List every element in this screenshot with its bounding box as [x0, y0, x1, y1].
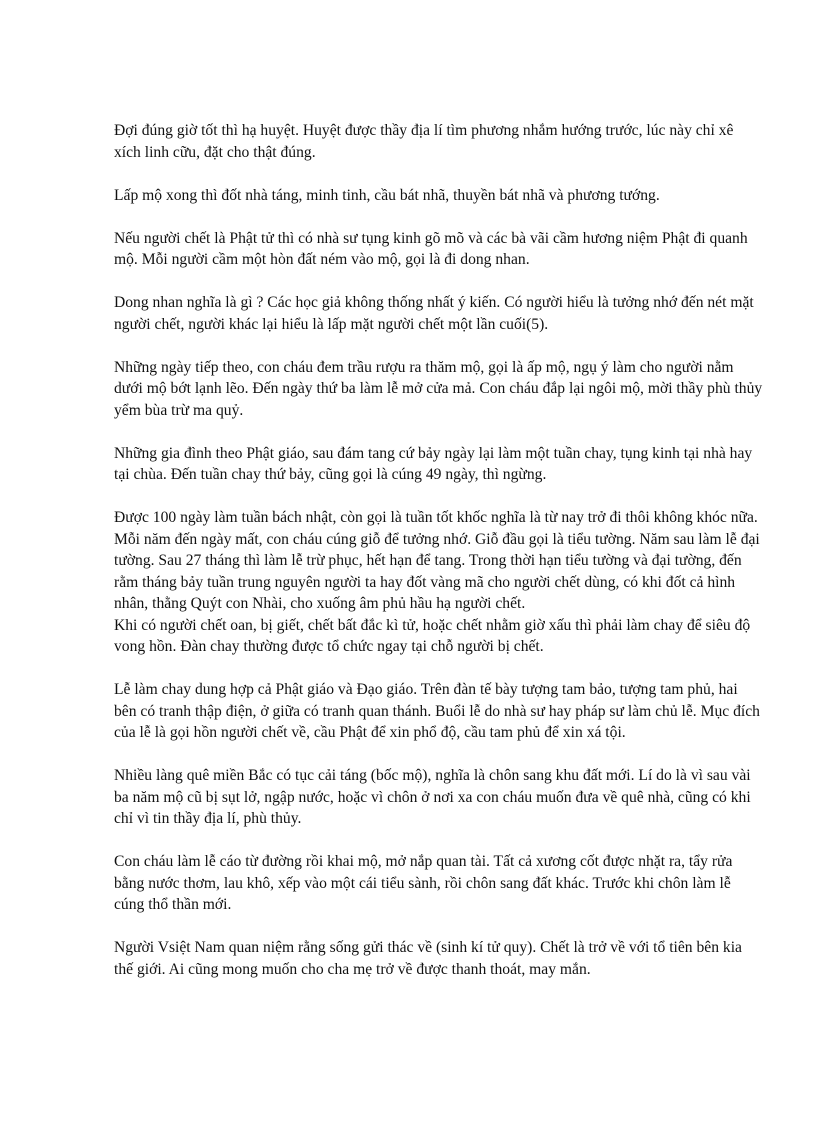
paragraph-7: Được 100 ngày làm tuần bách nhật, còn gọi là tuần tốt khốc nghĩa là từ nay trở đi thôi không khóc nữa. Mỗi năm đến ngày mất, con cháu cúng giỗ để tưởng nhớ. Giỗ đầu gọi là tiểu tường. Năm sau làm lễ đại tường. Sau 27 tháng thì làm lễ trừ phục, hết hạn để tang. Trong thời hạn tiểu tường và đại tường, đến rằm tháng bảy tuần trung nguyên người ta hay đốt vàng mã cho người chết dùng, có khi đốt cả hình nhân, thằng Quýt con Nhài, cho xuống âm phủ hầu hạ người chết. — [114, 509, 760, 612]
paragraph-2: Lấp mộ xong thì đốt nhà táng, minh tinh, cầu bát nhã, thuyền bát nhã và phương tướng. — [114, 186, 660, 204]
paragraph-10: Nhiều làng quê miền Bắc có tục cải táng (bốc mộ), nghĩa là chôn sang khu đất mới. Lí do là vì sau vài ba năm mộ cũ bị sụt lở, ngập nước, hoặc vì chôn ở nơi xa con cháu muốn đưa về quê nhà, cũng có khi chỉ vì tin thầy địa lí, phù thủy. — [114, 767, 751, 827]
paragraph-12: Người Vsiệt Nam quan niệm rằng sống gửi thác về (sinh kí tử quy). Chết là trở về với tổ tiên bên kia thế giới. Ai cũng mong muốn cho cha mẹ trở về được thanh thoát, may mắn. — [114, 939, 742, 978]
paragraph-9: Lễ làm chay dung hợp cả Phật giáo và Đạo giáo. Trên đàn tế bày tượng tam bảo, tượng tam phủ, hai bên có tranh thập điện, ở giữa có tranh quan thánh. Buổi lễ do nhà sư hay pháp sư làm chủ lễ. Mục đích của lễ là gọi hồn người chết về, cầu Phật để xin phổ độ, cầu tam phủ để xin xá tội. — [114, 681, 760, 741]
document-body — [114, 120, 764, 1002]
paragraph-11: Con cháu làm lễ cáo từ đường rồi khai mộ, mở nắp quan tài. Tất cả xương cốt được nhặt ra, tẩy rửa bằng nước thơm, lau khô, xếp vào một cái tiểu sành, rồi chôn sang đất khác. Trước khi chôn làm lễ cúng thổ thần mới. — [114, 853, 733, 913]
paragraph-4: Dong nhan nghĩa là gì ? Các học giả không thống nhất ý kiến. Có người hiểu là tưởng nhớ đến nét mặt người chết, người khác lại hiểu là lấp mặt người chết một lần cuối(5). — [114, 294, 754, 333]
paragraph-5: Những ngày tiếp theo, con cháu đem trầu rượu ra thăm mộ, gọi là ấp mộ, ngụ ý làm cho người nằm dưới mộ bớt lạnh lẽo. Đến ngày thứ ba làm lễ mở cửa mả. Con cháu đắp lại ngôi mộ, mời thầy phù thủy yểm bùa trừ ma quỷ. — [114, 358, 763, 419]
paragraph-6: Những gia đình theo Phật giáo, sau đám tang cứ bảy ngày lại làm một tuần chay, tụng kinh tại nhà hay tại chùa. Đến tuần chay thứ bảy, cũng gọi là cúng 49 ngày, thì ngừng. — [114, 444, 753, 483]
paragraph-3: Nếu người chết là Phật tử thì có nhà sư tụng kinh gõ mõ và các bà vãi cầm hương niệm Phật đi quanh mộ. Mỗi người cầm một hòn đất ném vào mộ, gọi là đi dong nhan. — [114, 229, 748, 268]
paragraph-8: Khi có người chết oan, bị giết, chết bất đắc kì tử, hoặc chết nhằm giờ xấu thì phải làm chay để siêu độ vong hồn. Đàn chay thường được tổ chức ngay tại chỗ người bị chết. — [114, 616, 751, 655]
paragraph-1: Đợi đúng giờ tốt thì hạ huyệt. Huyệt được thầy địa lí tìm phương nhắm hướng trước, lúc này chỉ xê xích linh cữu, đặt cho thật đúng. — [114, 122, 734, 161]
